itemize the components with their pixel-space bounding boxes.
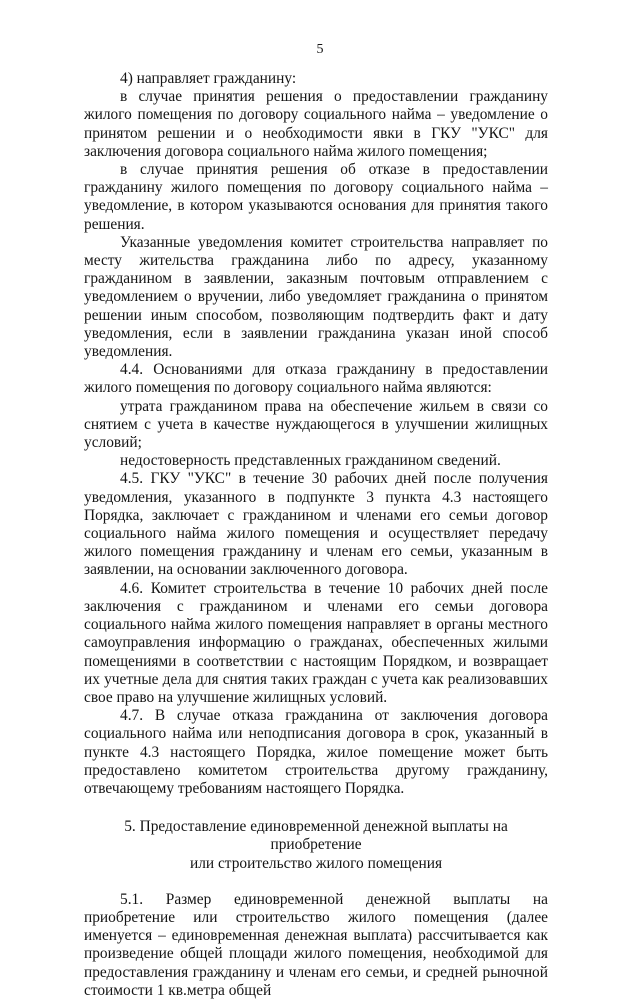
section-5-heading-line-1: 5. Предоставление единовременной денежной выплаты на приобретение xyxy=(124,818,508,854)
paragraph-refusal-decision: в случае принятия решения об отказе в предоставлении гражданину жилого помещения по договору социального найма – уведомление, в котором указываются основания для принятия такого решения. xyxy=(84,161,548,233)
page-number: 5 xyxy=(316,42,324,57)
paragraph-ground-false-info: недостоверность представленных гражданином сведений. xyxy=(120,452,501,470)
section-5-heading-line-2: или строительство жилого помещения xyxy=(189,854,443,872)
paragraph-4-7: 4.7. В случае отказа гражданина от заключения договора социального найма или неподписания договора в срок, указанный в пункте 4.3 настоящего Порядка, жилое помещение может быть предоставлено комитетом строительства другому гражданину, отвечающему требованиям настоящего Порядка. xyxy=(84,707,548,797)
paragraph-4-5: 4.5. ГКУ "УКС" в течение 30 рабочих дней после получения уведомления, указанного в подпункте 3 пункта 4.3 настоящего Порядка, заключает с гражданином и членами его семьи договор социального найма жилого помещения и осуществляет передачу жилого помещения гражданину и членам его семьи, указанным в заявлении, на основании заключенного договора. xyxy=(84,470,548,579)
paragraph-notification-delivery: Указанные уведомления комитет строительства направляет по месту жительства гражданина либо по адресу, указанному гражданином в заявлении, заказным почтовым отправлением с уведомлением о вручении, либо уведомляет гражданина о принятом решении иным способом, позволяющим подтвердить факт и дату уведомления, если в заявлении гражданина указан иной способ уведомления. xyxy=(84,233,548,361)
paragraph-4-4-item: 4) направляет гражданину: xyxy=(120,70,297,87)
paragraph-4-4: 4.4. Основаниями для отказа гражданину в предоставлении жилого помещения по договору социального найма являются: xyxy=(84,361,548,397)
section-5-heading xyxy=(84,818,548,873)
paragraph-5-1: 5.1. Размер единовременной денежной выплаты на приобретение или строительство жилого помещения (далее именуется – единовременная денежная выплата) рассчитывается как произведение общей площади жилого помещения, необходимой для предоставления гражданину и членам его семьи, и средней рыночной стоимости 1 кв.метра общей xyxy=(84,890,548,999)
document-body xyxy=(84,70,548,1000)
paragraph-ground-loss-of-right: утрата гражданином права на обеспечение жильем в связи со снятием с учета в качестве нуждающегося в улучшении жилищных условий; xyxy=(84,397,548,452)
paragraph-positive-decision: в случае принятия решения о предоставлении гражданину жилого помещения по договору социального найма – уведомление о принятом решении и о необходимости явки в ГКУ "УКС" для заключения договора социального найма жилого помещения; xyxy=(84,88,548,160)
paragraph-4-6: 4.6. Комитет строительства в течение 10 рабочих дней после заключения с гражданином и членами его семьи договора социального найма жилого помещения направляет в органы местного самоуправления информацию о гражданах, обеспеченных жилыми помещениями в соответствии с настоящим Порядком, и возвращает их учетные дела для снятия таких граждан с учета как реализовавших свое право на улучшение жилищных условий. xyxy=(84,579,548,706)
